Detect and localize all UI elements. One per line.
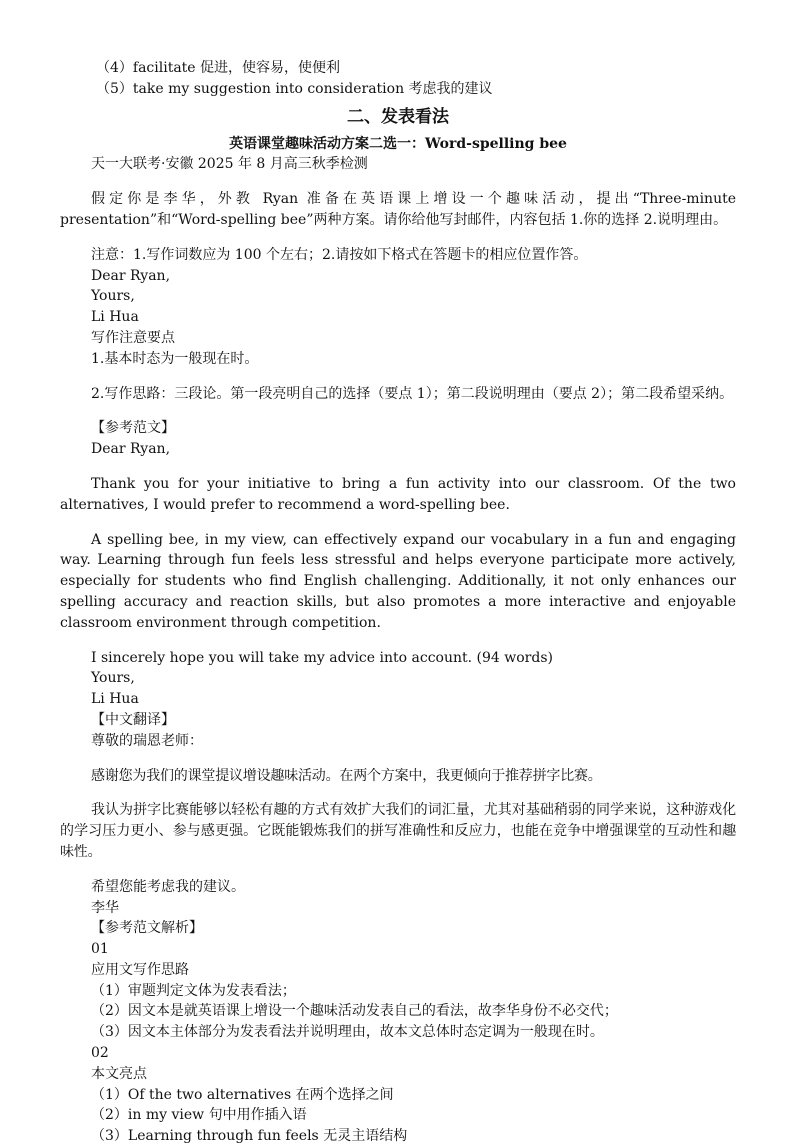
- translation-paragraph-2: 我认为拼字比赛能够以轻松有趣的方式有效扩大我们的词汇量，尤其对基础稍弱的同学来说，这种游戏化的学习压力更小、参与感更强。它既能锻炼我们的拼写准确性和反应力，也能在竞争中增强课堂的互动性和趣味性。: [60, 802, 736, 860]
- translation-paragraph-3: 希望您能考虑我的建议。: [91, 878, 245, 895]
- analysis-part-2-item: （3）Learning through fun feels 无灵主语结构: [91, 1128, 408, 1145]
- analysis-part-1-item: （3）因文本主体部分为发表看法并说明理由，故本文总体时态定调为一般现在时。: [91, 1024, 604, 1041]
- analysis-part-1-item: （2）因文本是就英语课上增设一个趣味活动发表自己的看法，故李华身份不必交代；: [91, 1003, 618, 1020]
- sample-closing: Yours,: [91, 670, 135, 687]
- translation-paragraph-1: 感谢您为我们的课堂提议增设趣味活动。在两个方案中，我更倾向于推荐拼字比赛。: [91, 767, 602, 784]
- analysis-part-2-title: 本文亮点: [91, 1065, 147, 1082]
- task-source: 天一大联考·安徽 2025 年 8 月高三秋季检测: [91, 156, 368, 173]
- vocab-item-5: （5）take my suggestion into consideration 考虑我的建议: [96, 80, 493, 97]
- tip-1: 1.基本时态为一般现在时。: [91, 350, 259, 367]
- tip-2: 2.写作思路：三段论。第一段亮明自己的选择（要点 1）；第二段说明理由（要点 2）；第二段希望采纳。: [91, 385, 734, 402]
- task-subtitle: 英语课堂趣味活动方案二选一：Word-spelling bee: [229, 135, 567, 152]
- format-name: Li Hua: [91, 309, 139, 326]
- sample-label: 【参考范文】: [91, 420, 175, 437]
- analysis-part-1-item: （1）审题判定文体为发表看法；: [91, 982, 296, 999]
- analysis-part-2-item: （2）in my view 句中用作插入语: [91, 1107, 307, 1124]
- analysis-part-2-number: 02: [91, 1045, 109, 1062]
- sample-name: Li Hua: [91, 691, 139, 708]
- analysis-label: 【参考范文解析】: [91, 920, 203, 937]
- vocab-item-4: （4）facilitate 促进，使容易，使便利: [96, 60, 341, 76]
- task-notice: 注意：1.写作词数应为 100 个左右；2.请按如下格式在答题卡的相应位置作答。: [91, 246, 588, 263]
- translation-label: 【中文翻译】: [91, 711, 175, 728]
- sample-paragraph-3: I sincerely hope you will take my advice into account. (94 words): [91, 649, 553, 666]
- format-greeting: Dear Ryan,: [91, 267, 171, 284]
- section-heading: 二、发表看法: [347, 106, 449, 127]
- sample-greeting: Dear Ryan,: [91, 441, 171, 458]
- translation-name: 李华: [91, 899, 119, 916]
- analysis-part-1-number: 01: [91, 941, 109, 958]
- translation-greeting: 尊敬的瑞恩老师：: [91, 732, 203, 749]
- document-page: [60, 58, 736, 1147]
- format-closing: Yours,: [91, 288, 135, 305]
- analysis-part-2-item: （1）Of the two alternatives 在两个选择之间: [91, 1086, 394, 1103]
- task-prompt: 假定你是李华，外教 Ryan 准备在英语课上增设一个趣味活动，提出“Three-minute presentation”和“Word-spelling bee”两种方案。请你给他写封邮件，内容包括 1.你的选择 2.说明理由。: [60, 191, 736, 228]
- tips-title: 写作注意要点: [91, 329, 175, 346]
- sample-paragraph-2: A spelling bee, in my view, can effectively expand our vocabulary in a fun and engaging way. Learning through fun feels less stressful and helps everyone participate more actively, especially for students who find English challenging. Additionally, it not only enhances our spelling accuracy and reaction skills, but also promotes a more interactive and enjoyable classroom environment through competition.: [60, 531, 736, 631]
- analysis-part-1-title: 应用文写作思路: [91, 961, 189, 978]
- sample-paragraph-1: Thank you for your initiative to bring a fun activity into our classroom. Of the two alternatives, I would prefer to recommend a word-spelling bee.: [60, 475, 736, 513]
